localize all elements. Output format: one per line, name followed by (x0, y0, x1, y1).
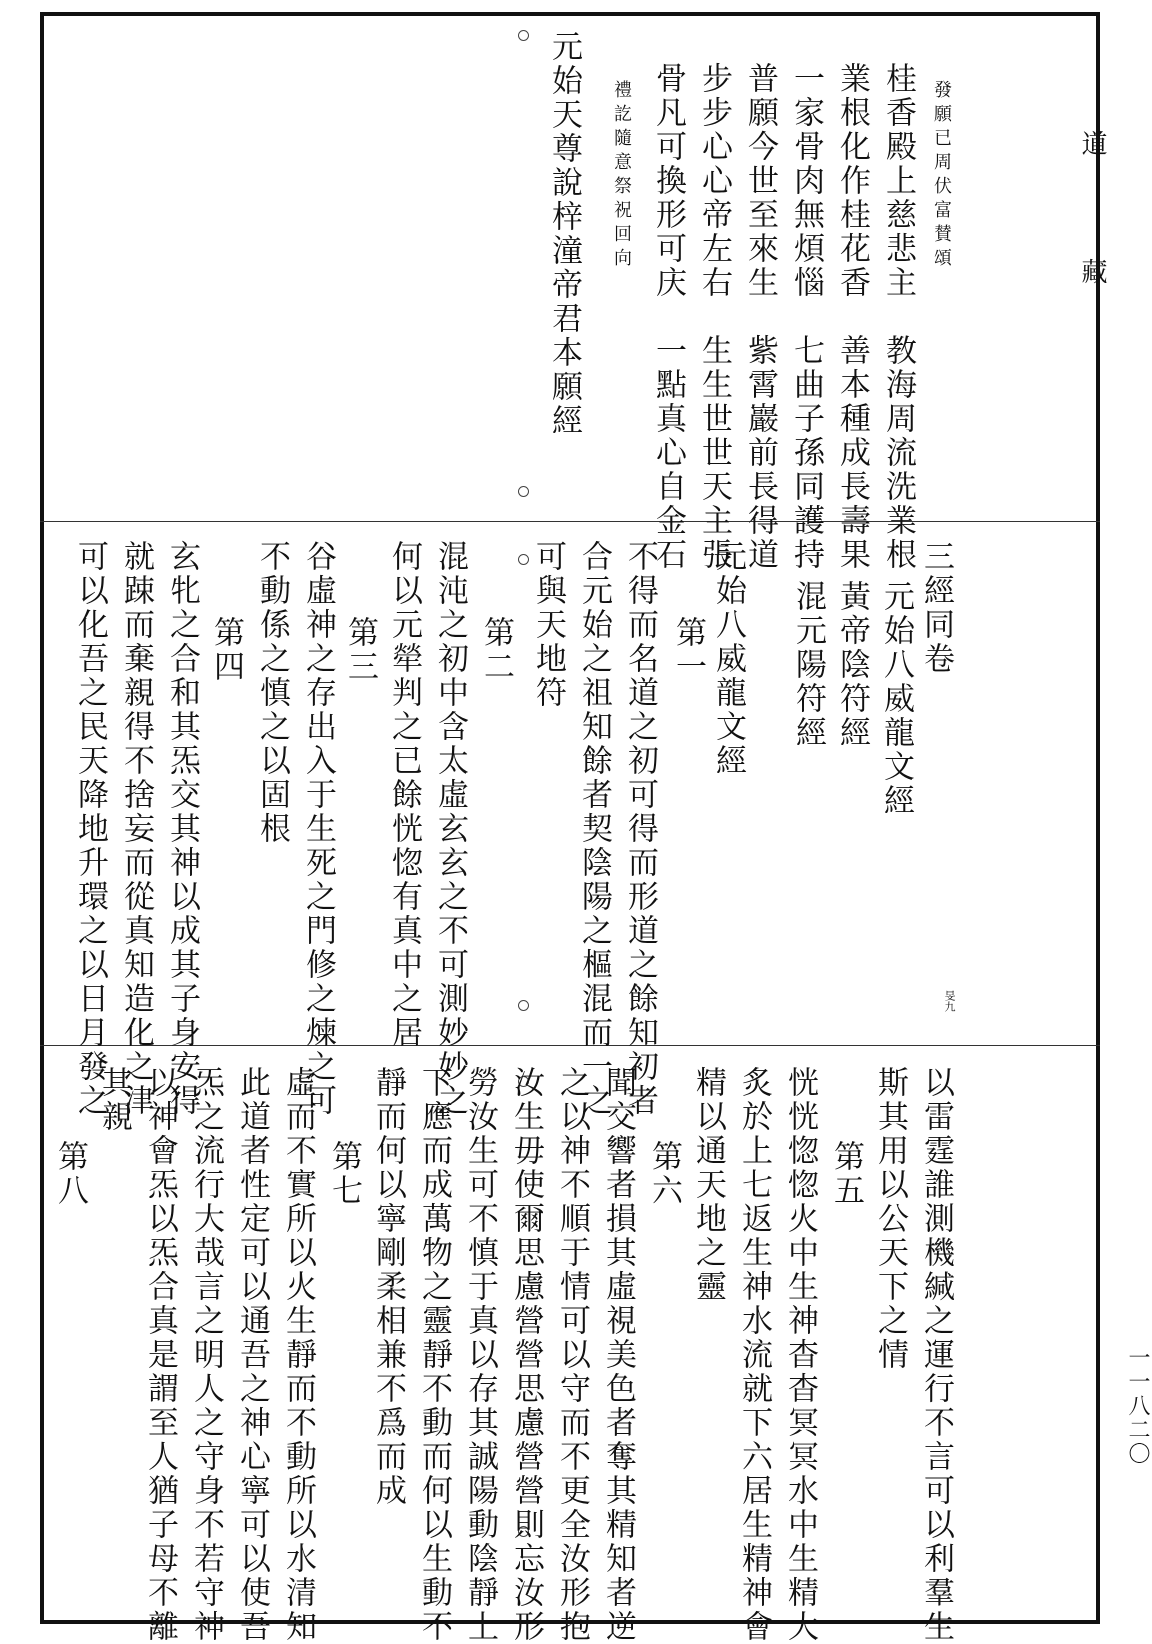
text-line: 恍恍惚惚火中生神杳杳冥冥水中生精大 (782, 1066, 818, 1644)
text-line: 可以化吾之民天降地升環之以日月發之 (72, 540, 108, 1118)
text-line: 何以元犖判之已餘恍惚有真中之居 (386, 540, 422, 1050)
chapter-heading: 第三 (342, 616, 378, 684)
text-line: 汝生毋使爾思慮營營思慮營營則忘汝形 (508, 1066, 544, 1644)
text-line: 炙於上七返生神水流就下六居生精神會 (736, 1066, 772, 1644)
text-line: 勞汝生可不慎于真以存其誠陽動陰靜上 (462, 1066, 498, 1644)
chapter-heading: 第六 (646, 1140, 682, 1208)
ritual-note: 禮訖隨意祭祝回向 (611, 80, 632, 272)
text-line: 不動係之慎之以固根 (254, 540, 290, 846)
volume-header: 三經同卷 (918, 540, 954, 676)
margin-char-zang: 藏 (1077, 258, 1107, 284)
text-line: 精以通天地之靈 (690, 1066, 726, 1304)
text-line: 下應而成萬物之靈靜不動而何以生動不 (416, 1066, 452, 1644)
text-line: 不得而名道之初可得而形道之餘知初者 (622, 540, 658, 1118)
scripture-title: 元始天尊說梓潼帝君本願經 (546, 30, 582, 438)
verse-line: 桂香殿上慈悲主 教海周流洗業根 (880, 62, 916, 572)
text-line: 其親 (96, 1066, 132, 1134)
text-line: 混沌之初中含太虛玄玄之不可測妙妙之 (432, 540, 468, 1118)
text-line: 玄牝之合和其炁交其神以成其子身安得 (164, 540, 200, 1118)
chapter-heading: 第八 (52, 1140, 88, 1208)
text-line: 合元始之祖知餘者契陰陽之樞混而一之 (576, 540, 612, 1118)
verse-line: 骨凡可換形可庆 一點真心自金石 (650, 62, 686, 572)
chapter-heading: 第五 (828, 1140, 864, 1208)
block-code: 旻九 (943, 990, 956, 1012)
text-line: 聞交響者損其虛視美色者奪其精知者逆 (600, 1066, 636, 1644)
contents-item: 黃帝陰符經 (834, 580, 870, 750)
text-line: 靜而何以寧剛柔相兼不爲而成 (370, 1066, 406, 1508)
vow-heading: 發願已周伏富賛頌 (931, 80, 952, 272)
binding-hole (518, 554, 529, 565)
text-line: 就踈而棄親得不捨妄而從真知造化之津 (118, 540, 154, 1118)
binding-hole (518, 486, 529, 497)
text-line: 炁之流行大哉言之明人之守身不若守神 (188, 1066, 224, 1644)
chapter-heading: 第一 (670, 616, 706, 684)
binding-hole (518, 1000, 529, 1011)
text-line: 斯其用以公天下之情 (872, 1066, 908, 1372)
chapter-heading: 第四 (208, 616, 244, 684)
text-line: 之以神不順于情可以守而不更全汝形抱 (554, 1066, 590, 1644)
verse-line: 步步心心帝左右 生生世世天主張 (696, 62, 732, 572)
chapter-title: 元始八威龍文經 (710, 540, 746, 778)
text-line: 此道者性定可以通吾之神心寧可以使吾 (234, 1066, 270, 1644)
verse-line: 業根化作桂花香 善本種成長壽果 (834, 62, 870, 572)
binding-hole (518, 30, 529, 41)
text-line: 谷虛神之存出入于生死之門修之煉之可 (300, 540, 336, 1118)
verse-line: 一家骨肉無煩惱 七曲子孫同護持 (788, 62, 824, 572)
contents-item: 混元陽符經 (790, 580, 826, 750)
text-line: 可與天地符 (530, 540, 566, 710)
text-line: 以雷霆誰測機緘之運行不言可以利羣生 (918, 1066, 954, 1644)
verse-line: 普願今世至來生 紫霄巖前長得道 (742, 62, 778, 572)
text-line: 以神會炁以炁合真是謂至人猶子母不離 (142, 1066, 178, 1644)
chapter-heading: 第七 (326, 1140, 362, 1208)
section-divider-1 (40, 521, 1100, 522)
chapter-heading: 第二 (478, 616, 514, 684)
text-line: 虛而不實所以火生靜而不動所以水清知 (280, 1066, 316, 1644)
contents-item: 元始八威龍文經 (878, 580, 914, 818)
page-number: 一一八二〇 (1125, 1346, 1150, 1466)
margin-char-dao: 道 (1077, 130, 1107, 156)
